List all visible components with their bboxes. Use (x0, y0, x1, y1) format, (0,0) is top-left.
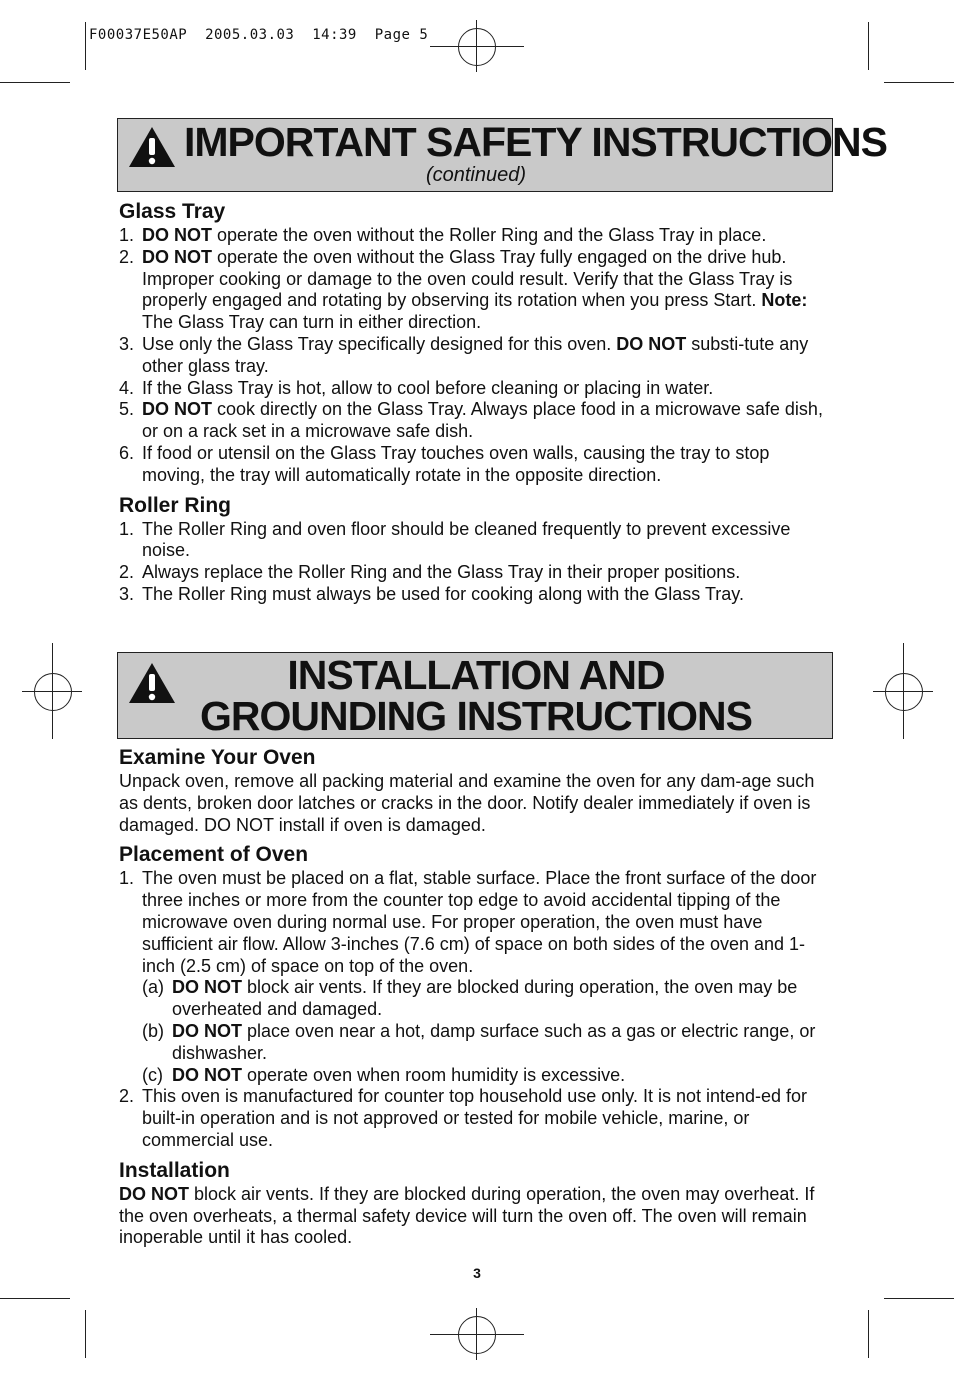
section-heading: Roller Ring (119, 493, 232, 517)
installation-section (119, 745, 835, 1249)
section-heading: Examine Your Oven (119, 746, 316, 769)
list-item: 6. If food or utensil on the Glass Tray touches oven walls, causing the tray to stop moving, the tray will automatically rotate in the opposite direction. (119, 442, 770, 485)
crop-mark (884, 1298, 954, 1299)
section-heading: Installation (119, 1158, 230, 1182)
crop-mark (868, 22, 869, 70)
list-item: 3. The Roller Ring must always be used for cooking along with the Glass Tray. (119, 583, 744, 604)
banner-title: IMPORTANT SAFETY INSTRUCTIONS (184, 119, 887, 165)
section-heading: Glass Tray (119, 200, 226, 223)
paragraph: Unpack oven, remove all packing material and examine the oven for any dam-age such as dents, broken door latches or cracks in the door. Notify dealer immediately if oven is damaged. DO NOT install if oven is damaged. (119, 771, 815, 835)
list-item: 2. Always replace the Roller Ring and the Glass Tray in their proper positions. (119, 562, 741, 583)
crop-mark (85, 1310, 86, 1358)
banner-subtitle: (continued) (425, 164, 527, 186)
list-item: 1. DO NOT operate the oven without the Roller Ring and the Glass Tray in place. (119, 225, 767, 245)
list-item: 4. If the Glass Tray is hot, allow to cool before cleaning or placing in water. (119, 377, 714, 398)
list-item: 2. DO NOT operate the oven without the Glass Tray fully engaged on the drive hub. Improper cooking or damage to the oven could result. Verify that the Glass Tray is properly engaged and rotating by observing its rotation when you press Start. Note: The Glass Tray can turn in either direction. (119, 246, 808, 333)
list-item: 2. This oven is manufactured for counter top household use only. It is not intend-ed for built-in operation and is not approved or tested for mobile vehicle, marine, or commercial use. (119, 1086, 808, 1150)
banner-title-line1: INSTALLATION AND (287, 652, 665, 698)
paragraph: DO NOT block air vents. If they are blocked during operation, the oven may overheat. If the oven overheats, a thermal safety device will turn the oven off. The oven will remain inoperable until it has cooled. (119, 1183, 815, 1248)
glass-tray-section (119, 199, 835, 606)
section-heading: Placement of Oven (119, 843, 309, 867)
sub-list-item: (b) DO NOT place oven near a hot, damp surface such as a gas or electric range, or dishwasher. (142, 1020, 816, 1063)
sub-list-item: (a) DO NOT block air vents. If they are blocked during operation, the oven may be overheated and damaged. (142, 977, 798, 1020)
banner-title-line2: GROUNDING INSTRUCTIONS (200, 693, 752, 739)
crop-mark (884, 82, 954, 83)
sub-list-item: (c) DO NOT operate oven when room humidity is excessive. (142, 1064, 626, 1085)
list-item: 5. DO NOT cook directly on the Glass Tray. Always place food in a microwave safe dish, or on a rack set in a microwave safe dish. (119, 399, 823, 442)
installation-banner (117, 652, 833, 739)
print-slug: F00037E50AP 2005.03.03 14:39 Page 5 (89, 27, 429, 43)
list-item: 1. The oven must be placed on a flat, stable surface. Place the front surface of the door three inches or more from the counter top edge to avoid accidental tipping of the microwave oven during normal use. For proper operation, the oven must have sufficient air flow. Allow 3-inches (7.6 cm) of space on both sides of the oven and 1-inch (2.5 cm) of space on top of the oven. (119, 868, 817, 976)
crop-mark (0, 82, 70, 83)
list-item: 3. Use only the Glass Tray specifically designed for this oven. DO NOT substi-tute any other glass tray. (119, 333, 809, 376)
crop-mark (868, 1310, 869, 1358)
crop-mark (0, 1298, 70, 1299)
crop-mark (85, 22, 86, 70)
page-number: 3 (473, 1265, 481, 1281)
list-item: 1. The Roller Ring and oven floor should be cleaned frequently to prevent excessive noise. (119, 518, 791, 561)
safety-banner (117, 118, 887, 192)
